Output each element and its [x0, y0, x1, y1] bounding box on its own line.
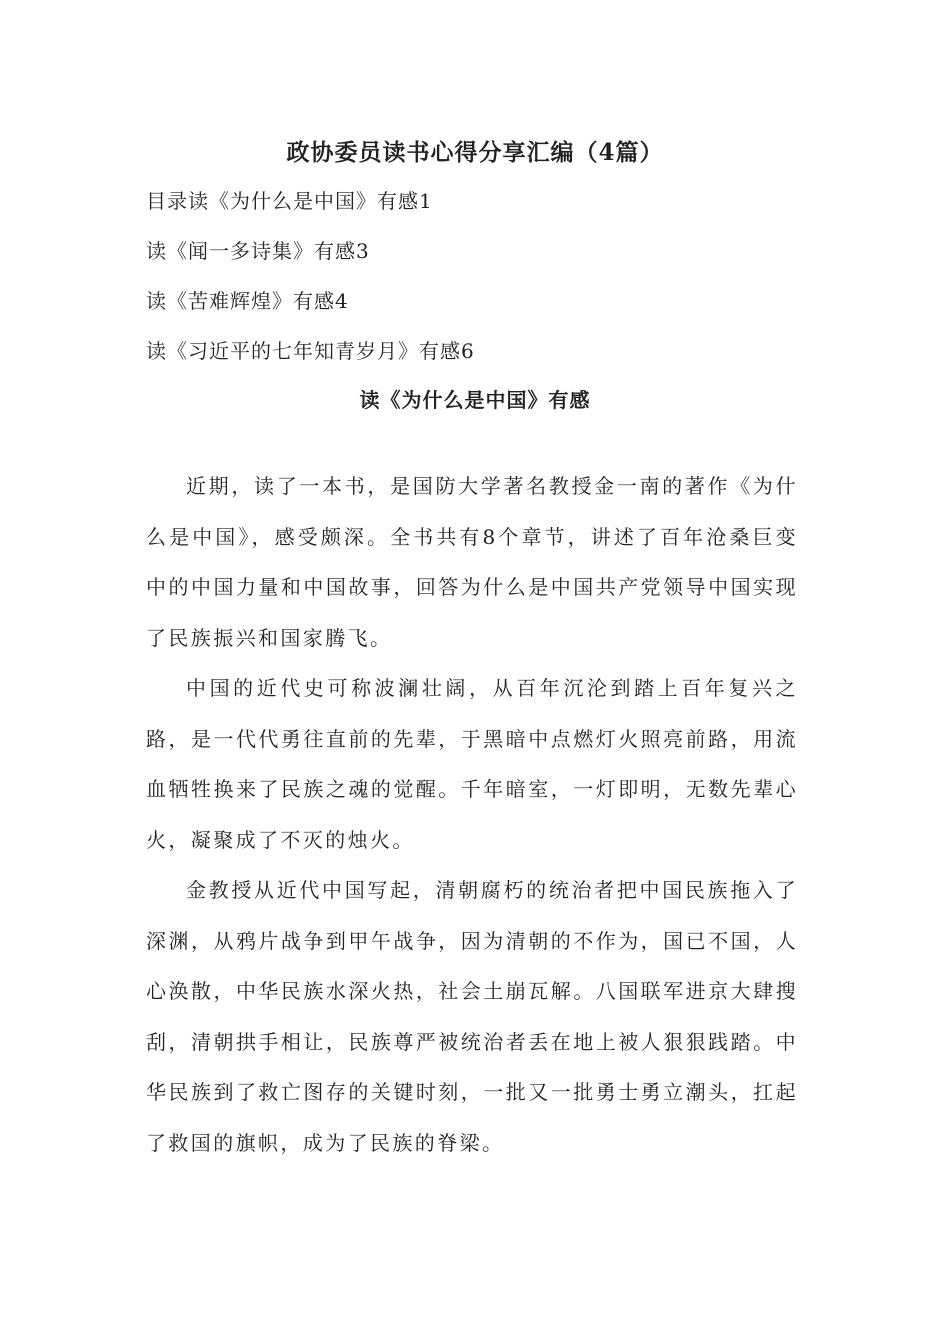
paragraph: 中国的近代史可称波澜壮阔，从百年沉沦到踏上百年复兴之路，是一代代勇往直前的先辈，于黑暗中点燃灯火照亮前路，用流血牺牲换来了民族之魂的觉醒。千年暗室，一灯即明，无数先辈心火，凝聚成了不灭的烛火。	[146, 676, 798, 852]
document-title: 政协委员读书心得分享汇编（4篇）	[286, 139, 664, 166]
table-of-contents	[146, 185, 806, 385]
toc-item: 读《闻一多诗集》有感3	[146, 239, 370, 263]
section-title: 读《为什么是中国》有感	[359, 388, 591, 412]
toc-item: 目录读《为什么是中国》有感1	[146, 189, 433, 213]
paragraph: 金教授从近代中国写起，清朝腐朽的统治者把中国民族拖入了深渊，从鸦片战争到甲午战争，因为清朝的不作为，国已不国，人心涣散，中华民族水深火热，社会土崩瓦解。八国联军进京大肆搜刮，清朝拱手相让，民族尊严被统治者丢在地上被人狠狠践踏。中华民族到了救亡图存的关键时刻，一批又一批勇士勇立潮头，扛起了救国的旗帜，成为了民族的脊梁。	[146, 878, 798, 1155]
paragraph: 近期，读了一本书，是国防大学著名教授金一南的著作《为什么是中国》，感受颇深。全书共有8个章节，讲述了百年沧桑巨变中的中国力量和中国故事，回答为什么是中国共产党领导中国实现了民族振兴和国家腾飞。	[146, 474, 798, 650]
article-body	[146, 461, 798, 1168]
toc-item: 读《苦难辉煌》有感4	[146, 289, 349, 313]
toc-item: 读《习近平的七年知青岁月》有感6	[146, 339, 475, 363]
